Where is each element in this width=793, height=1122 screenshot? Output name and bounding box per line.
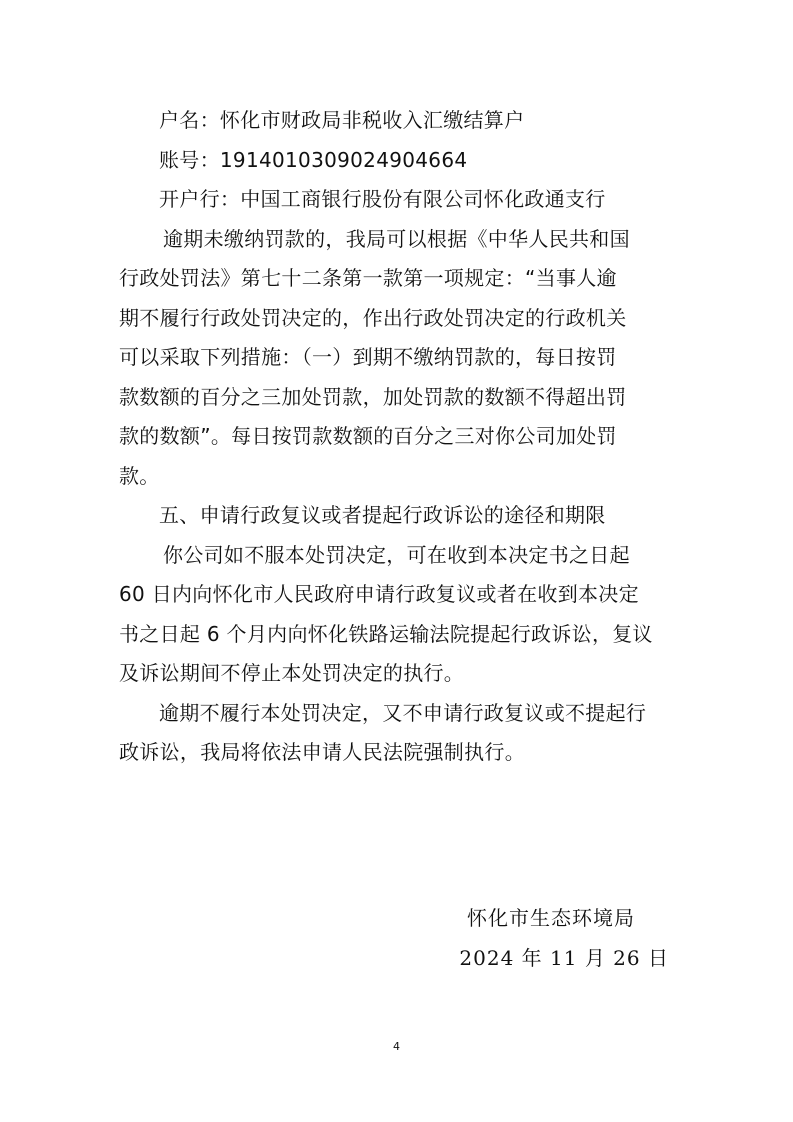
account-name: 户名：怀化市财政局非税收入汇缴结算户 [159, 108, 525, 132]
section-heading: 五、申请行政复议或者提起行政诉讼的途径和期限 [159, 503, 606, 527]
penalty-line: 逾期未缴纳罚款的，我局可以根据《中华人民共和国 [163, 226, 630, 251]
penalty-line: 行政处罚法》第七十二条第一款第一项规定：“当事人逾 [119, 266, 617, 290]
document-body [119, 101, 679, 773]
account-number: 账号：1914010309024904664 [159, 147, 468, 172]
penalty-line: 款的数额”。每日按罚款数额的百分之三对你公司加处罚 [119, 424, 617, 448]
issue-date: 2024 年 11 月 26 日 [459, 946, 669, 970]
bank-name: 开户行：中国工商银行股份有限公司怀化政通支行 [159, 187, 606, 211]
enforcement-line: 逾期不履行本处罚决定，又不申请行政复议或不提起行 [159, 700, 647, 725]
penalty-line: 期不履行行政处罚决定的，作出行政处罚决定的行政机关 [119, 305, 627, 330]
signature-block [459, 898, 669, 978]
penalty-line: 款数额的百分之三加处罚款，加处罚款的数额不得超出罚 [119, 384, 627, 409]
penalty-line: 款。 [119, 463, 160, 488]
appeal-line: 书之日起 6 个月内向怀化铁路运输法院提起行政诉讼，复议 [119, 621, 653, 646]
appeal-line: 及诉讼期间不停止本处罚决定的执行。 [119, 661, 465, 685]
appeal-line: 你公司如不服本处罚决定，可在收到本决定书之日起 [163, 542, 630, 567]
penalty-line: 可以采取下列措施：（一）到期不缴纳罚款的，每日按罚 [119, 345, 617, 369]
enforcement-line: 政诉讼，我局将依法申请人民法院强制执行。 [119, 740, 525, 764]
appeal-line: 60 日内向怀化市人民政府申请行政复议或者在收到本决定 [119, 582, 639, 606]
page-number: 4 [393, 1040, 400, 1053]
issuing-organization: 怀化市生态环境局 [467, 906, 635, 930]
